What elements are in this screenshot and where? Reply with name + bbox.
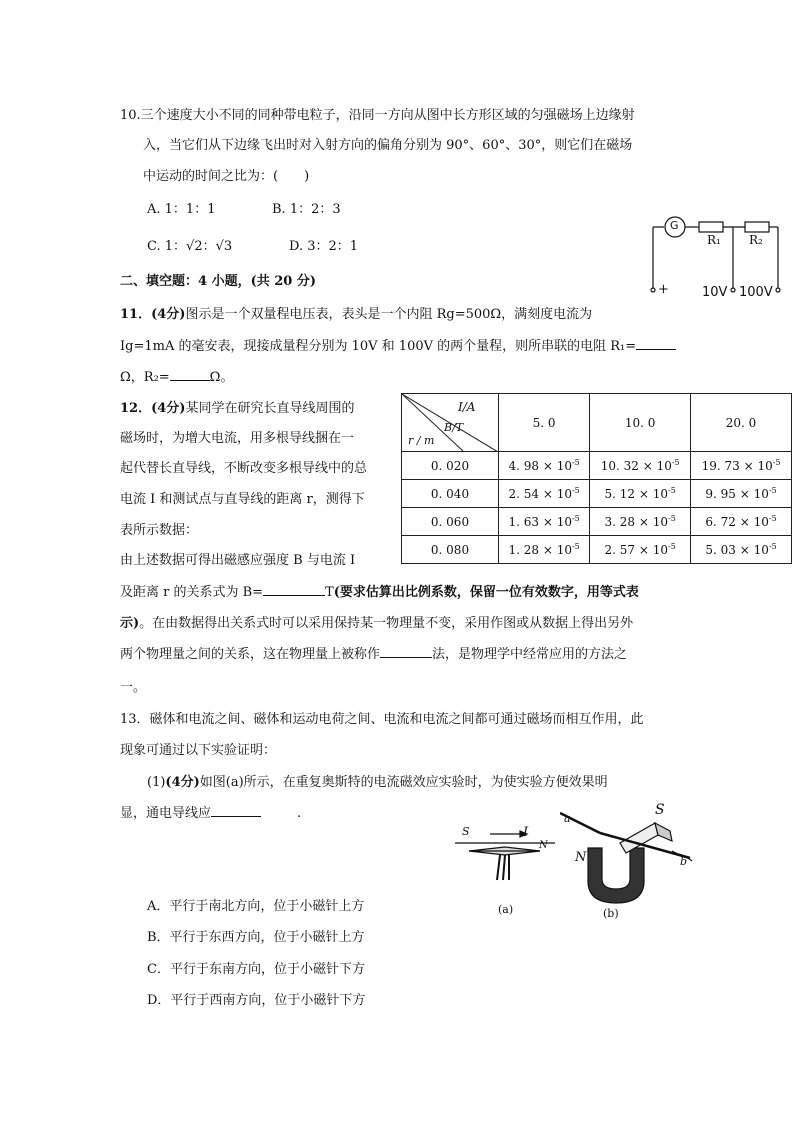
table-row [402,480,792,508]
q10-option-b: B. 1：2：3 [272,202,341,217]
fig-b-s-label: S [655,802,665,818]
q13-option-d: D．平行于西南方向，位于小磁针下方 [147,993,366,1008]
q12-line2: 磁场时，为增大电流，用多根导线捆在一 [120,431,355,446]
table-corner-cell [402,394,499,452]
q10-option-c-prefix: C. 1： [147,239,187,254]
magnetic-field-data-table [401,393,792,564]
q10-line3: 中运动的时间之比为：( ) [143,169,310,184]
q10-option-c-sqrt3: √3 [215,239,233,254]
q12-score: (4分) [151,401,186,416]
q12-text-9a: 两个物理量之间的关系，这在物理量上被称作 [120,647,381,662]
q12-text-7b: T [325,585,334,600]
r2-label: R₂ [749,233,763,247]
q13-sub1-line1 [147,771,608,790]
q12-line10: 一。 [120,680,147,695]
fig-b-caption: (b) [603,907,619,920]
fig-b-a-label: a [564,812,571,825]
q13-option-a: A．平行于南北方向，位于小磁针上方 [147,899,365,914]
current-header-1: 10. 0 [590,394,691,452]
q10-option-c-sqrt2: √2 [186,239,203,254]
q13-sub1-text: 如图(a)所示，在重复奥斯特的电流磁效应实验时，为使实验方便效果明 [199,775,608,790]
q12-line3: 起代替长直导线，不断改变多根导线中的总 [120,461,368,476]
q12-line4: 电流 I 和测试点与直导线的距离 r，测得下 [120,492,365,507]
distance-cell: 0. 060 [402,508,499,536]
q13-line1: 13．磁体和电流之间、磁体和运动电荷之间、电流和电流之间都可通过磁场而相互作用，此 [120,712,644,727]
q11-text-3b: Ω。 [209,370,234,385]
q13-sub1-score: (4分) [165,775,200,790]
q12-line1 [120,397,354,416]
q13-sub1-text-2: 显，通电导线应 [120,806,212,821]
field-cell: 10. $32 \times 10^{-5}$ [590,452,691,480]
q12-text-8-bold: 示) [120,616,140,631]
fig-a-current-label: I [523,825,529,840]
field-cell: 1. $63 \times 10^{-5}$ [499,508,590,536]
distance-cell: 0. 040 [402,480,499,508]
q12-line8 [120,612,633,631]
field-cell: 9. $95 \times 10^{-5}$ [691,480,792,508]
field-cell: 5. $12 \times 10^{-5}$ [590,480,691,508]
q10-line2: 入，当它们从下边缘飞出时对入射方向的偏角分别为 90°、60°、30°，则它们在磁场 [143,138,633,153]
header-current-label: I/A [458,400,476,414]
q13-option-b: B．平行于东西方向，位于小磁针上方 [147,930,365,945]
q12-number: 12． [120,401,152,416]
q11-line3 [120,366,233,385]
q11-r2-blank [170,368,210,381]
q12-line7 [120,581,639,600]
q11-text-2: Ig=1mA 的毫安表，现接成量程分别为 10V 和 100V 的两个量程，则所串联的电阻 R₁= [120,339,637,354]
distance-cell: 0. 020 [402,452,499,480]
q13-sub1-prefix: (1) [147,775,166,790]
q12-text-8: 。在由数据得出关系式时可以采用保持某一物理量不变，采用作图或从数据上得出另外 [139,616,634,631]
q13-sub1-end: . [297,806,302,821]
q13-option-c: C．平行于东南方向，位于小磁针下方 [147,962,365,977]
field-cell: 2. $57 \times 10^{-5}$ [590,536,691,564]
q12-text-7-bold: (要求估算出比例系数，保留一位有效数字，用等式表 [333,585,639,600]
resistor-r1-icon [699,222,723,232]
q11-r1-blank [636,337,676,350]
header-field-label: B/T [444,421,464,434]
table-header-row [402,394,792,452]
q12-text-9b: 法，是物理学中经常应用的方法之 [432,647,628,662]
q10-option-d: D. 3：2：1 [289,239,359,254]
q13-sub1-line2 [120,802,301,821]
current-header-2: 20. 0 [691,394,792,452]
q12-line6: 由上述数据可得出磁感应强度 B 与电流 I [120,553,356,568]
field-cell: 2. $54 \times 10^{-5}$ [499,480,590,508]
q11-number: 11． [120,307,152,322]
q12-text-1: 某同学在研究长直导线周围的 [185,401,355,416]
q11-line1 [120,303,592,322]
q11-line2 [120,335,676,354]
table-row [402,508,792,536]
fig-a-caption: (a) [498,903,514,916]
q11-text-1: 图示是一个双量程电压表，表头是一个内阻 Rg=500Ω，满刻度电流为 [185,307,593,322]
plus-terminal-label: + [658,282,669,297]
terminal-10v-label: 10V [702,285,728,300]
fig-b-n-label: N [575,850,587,865]
field-cell: 6. $72 \times 10^{-5}$ [691,508,792,536]
distance-cell: 0. 080 [402,536,499,564]
q11-text-3a: Ω，R₂= [120,370,170,385]
q10-option-c [147,235,232,254]
terminal-100v-label: 100V [739,285,773,300]
field-cell: 4. $98 \times 10^{-5}$ [499,452,590,480]
q12-line9 [120,643,627,662]
field-cell: 1. $28 \times 10^{-5}$ [499,536,590,564]
q12-method-blank [380,645,432,658]
resistor-r2-icon [745,222,769,232]
q10-line1: 10.三个速度大小不同的同种带电粒子，沿同一方向从图中长方形区域的匀强磁场上边缘射 [120,108,635,123]
field-cell: 3. $28 \times 10^{-5}$ [590,508,691,536]
section-2-heading: 二、填空题：4 小题，(共 20 分) [120,274,317,289]
field-cell: 19. $73 \times 10^{-5}$ [691,452,792,480]
table-row [402,536,792,564]
fig-b-b-label: b [680,855,688,868]
q10-option-a: A. 1：1：1 [147,202,216,217]
q12-line5: 表所示数据： [120,523,199,538]
fig-a-s-label: S [462,825,470,838]
header-distance-label: r / m [408,434,435,447]
q13-sub1-blank [211,804,261,817]
galvanometer-label: G [670,219,679,232]
fig-a-n-label: N [539,840,548,851]
current-header-0: 5. 0 [499,394,590,452]
q13-line2: 现象可通过以下实验证明： [120,743,277,758]
q10-option-c-sep: ： [202,239,216,254]
table-row [402,452,792,480]
r1-label: R₁ [707,233,721,247]
q12-text-7a: 及距离 r 的关系式为 B= [120,585,264,600]
field-cell: 5. $03 \times 10^{-5}$ [691,536,792,564]
q11-score: (4分) [151,307,186,322]
q12-formula-blank [263,583,325,596]
